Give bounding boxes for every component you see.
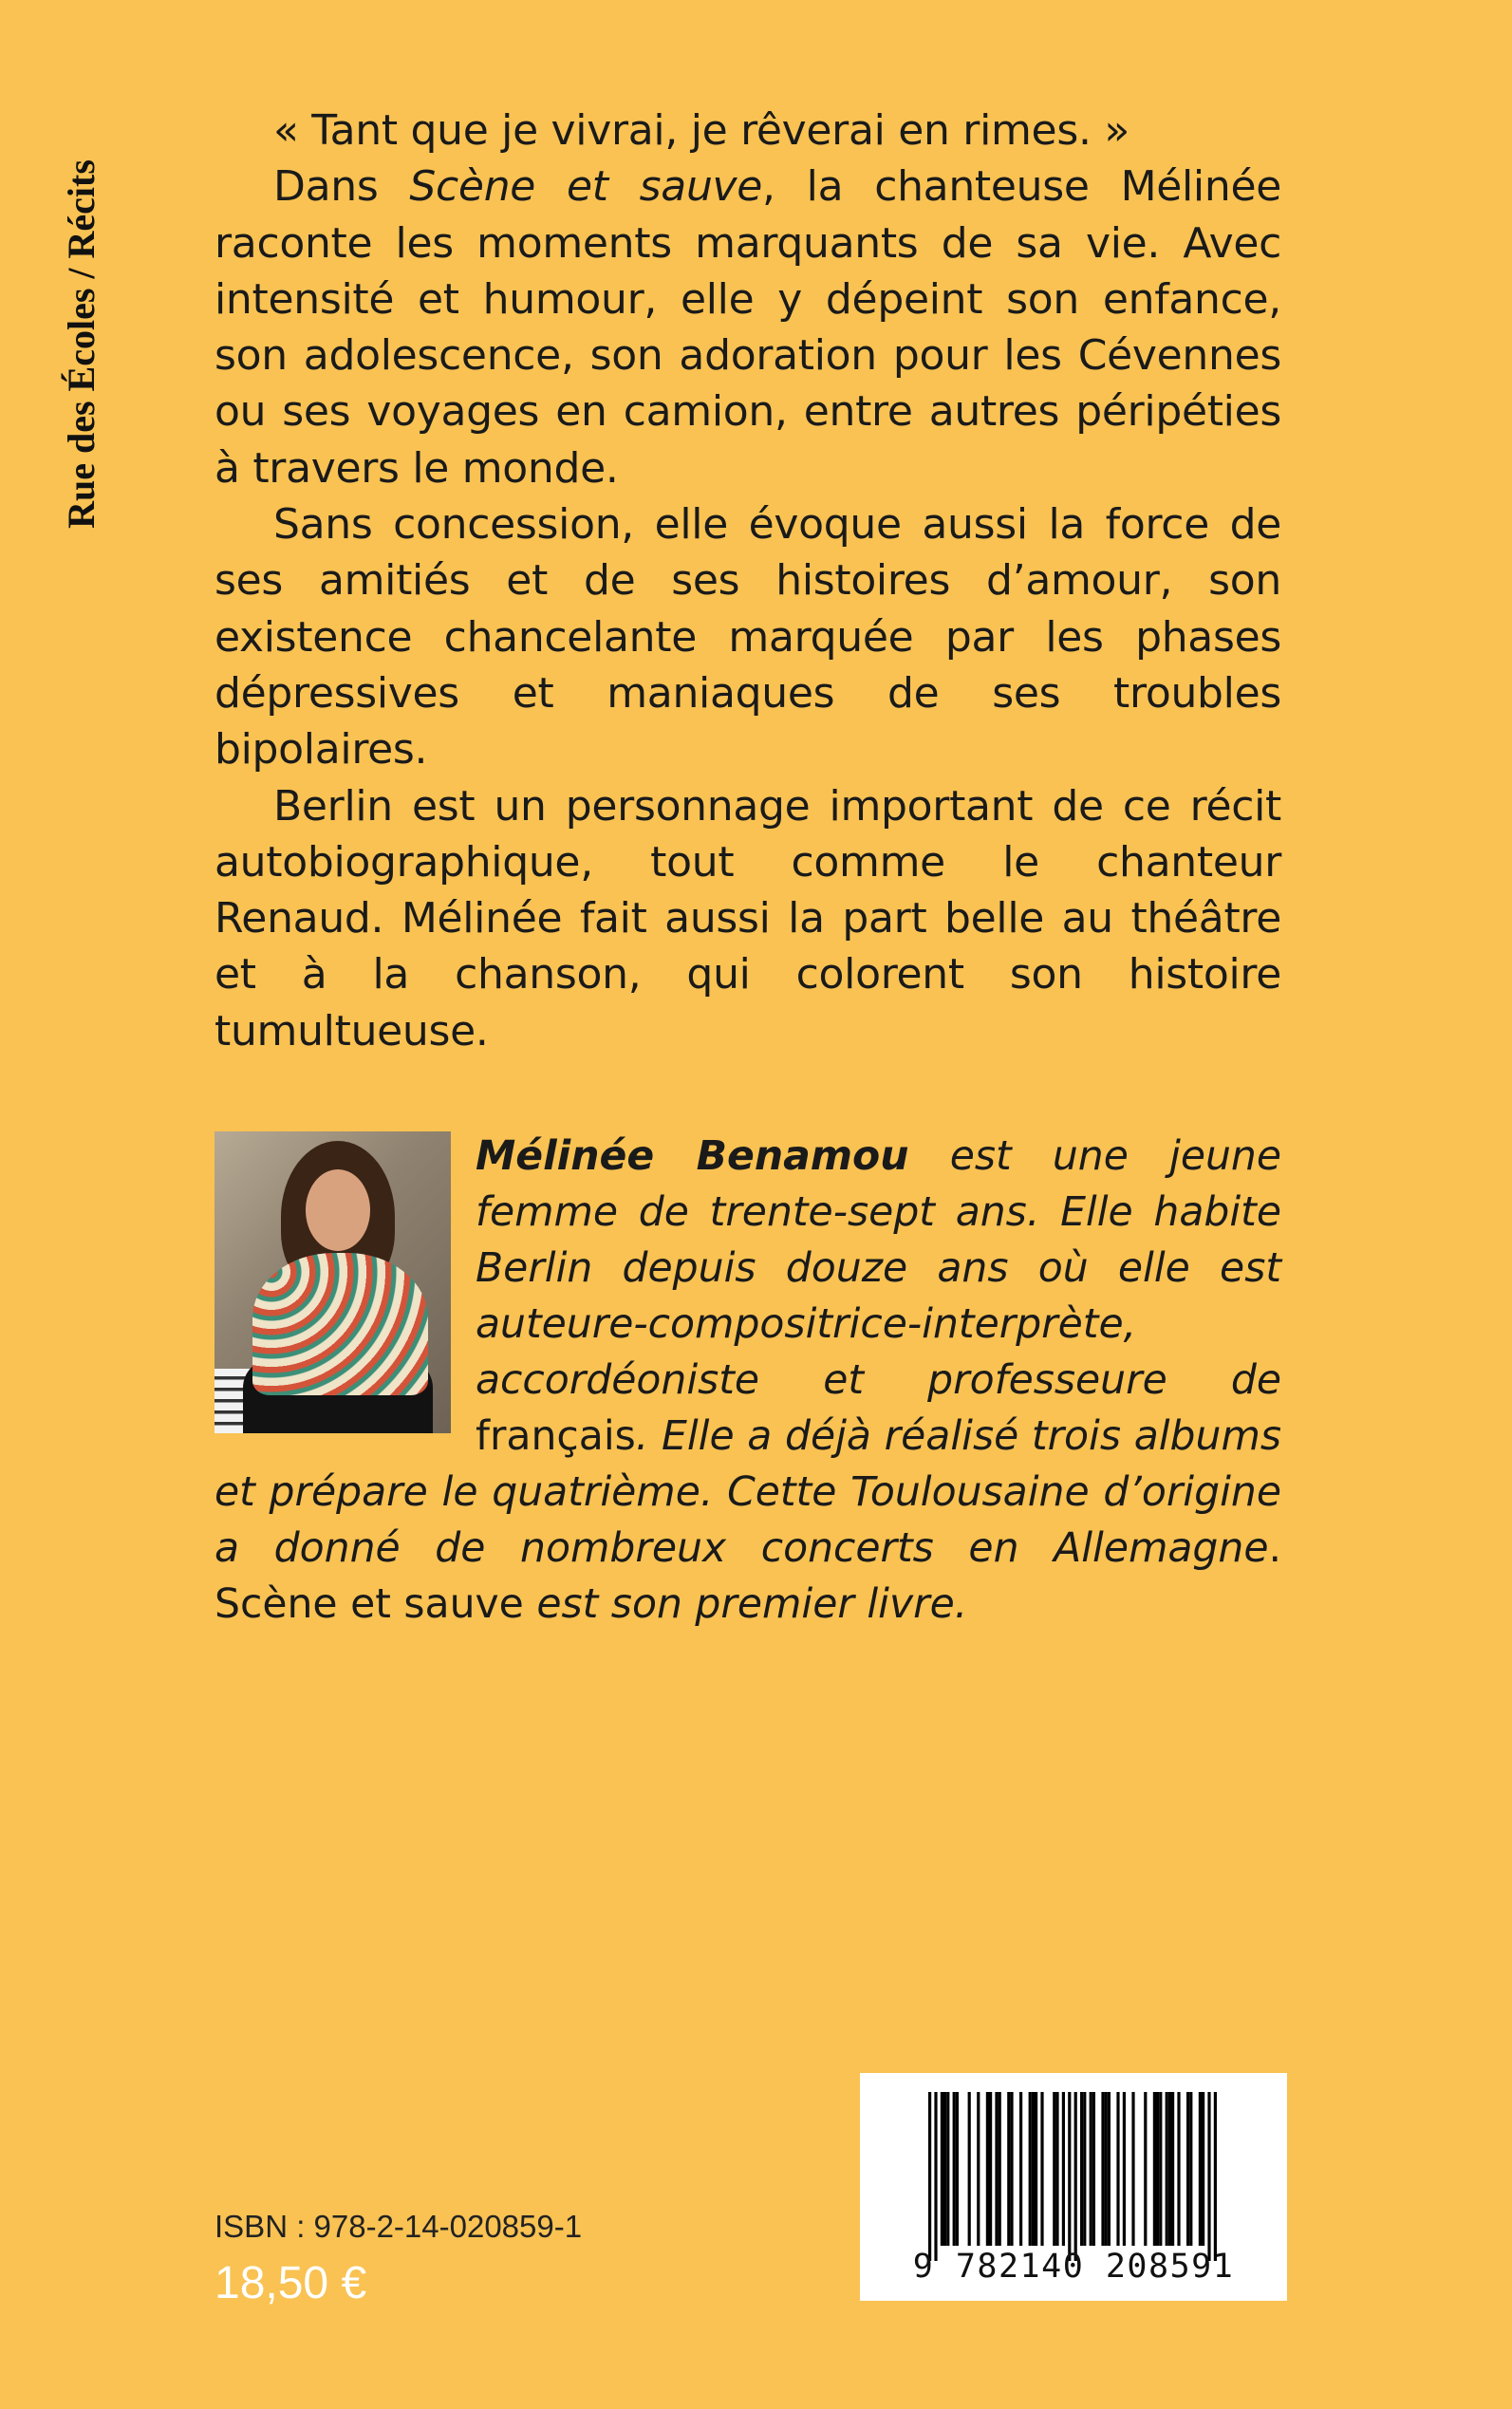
barcode-bar [1123, 2092, 1126, 2246]
barcode-bar [1116, 2092, 1119, 2246]
barcode-bar [953, 2092, 956, 2246]
blurb-paragraph-2: Sans concession, elle évoque aussi la force de ses amitiés et de ses histoires d’amour, son existence chancelante marquée par les phases dépressives et maniaques de ses troubles bipolaires. [215, 500, 1281, 775]
barcode-bar [1029, 2092, 1032, 2246]
barcode-bar [1214, 2092, 1217, 2261]
barcode-bar [1055, 2092, 1058, 2246]
barcode-bar [1108, 2092, 1111, 2246]
barcode-bar [946, 2092, 949, 2246]
blurb-paragraph-1-rest: , la chanteuse Mélinée raconte les moments marquants de sa vie. Avec intensité et humour, elle y dépeint son enfance, son adolescence, son adoration pour les Cévennes ou ses voyages en camion, entre autres péripéties à travers le monde. [215, 162, 1281, 493]
barcode-bar [1032, 2092, 1035, 2246]
price-label: 18,50 € [215, 2258, 367, 2308]
barcode-bar [1092, 2092, 1095, 2246]
spine-collection-label-area [57, 109, 104, 579]
barcode-bar [1189, 2092, 1192, 2246]
barcode-bar [1090, 2092, 1092, 2246]
barcode-bar [928, 2092, 931, 2261]
barcode-bar [1166, 2092, 1168, 2246]
author-photo [215, 1131, 451, 1433]
barcode-bar [934, 2092, 937, 2261]
blurb-paragraph-1 [215, 159, 1281, 496]
barcode-bar [1053, 2092, 1055, 2246]
back-cover-blurb [215, 103, 1281, 1059]
barcode-bar [968, 2092, 971, 2246]
author-bio-part-2: . Elle a déjà réalisé trois albums et prépare le quatrième. Cette Toulousaine d’origine a donné de nombreux concerts en Allemagne [215, 1413, 1281, 1572]
barcode-bar [1019, 2092, 1022, 2246]
barcode-bar [1040, 2092, 1043, 2246]
author-bio-book-title: Scène et sauve [215, 1581, 524, 1628]
author-name: Mélinée Benamou [476, 1133, 909, 1180]
barcode-bar [941, 2092, 943, 2246]
barcode-bar [1007, 2092, 1010, 2246]
barcode-bar [1186, 2092, 1189, 2246]
barcode-bar [1074, 2092, 1077, 2261]
barcode-bar [999, 2092, 1001, 2246]
author-bio-part-1: est une jeune femme de trente-sept ans. Elle habite Berlin depuis douze ans où elle est auteure-compositrice-interprète, accordéoniste et professeure de [476, 1133, 1281, 1404]
barcode-bar [1168, 2092, 1171, 2246]
barcode-bar [1068, 2092, 1071, 2261]
book-title-inline: Scène et sauve [409, 162, 763, 212]
barcode-bar [1202, 2092, 1204, 2246]
barcode-bar [1083, 2092, 1086, 2246]
barcode-digits: 9 782140 208591 [912, 2248, 1235, 2286]
barcode-bar [1171, 2092, 1174, 2246]
spine-collection-label: Rue des Écoles / Récits [59, 159, 103, 529]
barcode-bar [986, 2092, 989, 2246]
barcode-bar [1207, 2092, 1210, 2261]
barcode-bar [1035, 2092, 1037, 2246]
barcode-bar [1153, 2092, 1156, 2246]
barcode-bar [1105, 2092, 1108, 2246]
barcode-bar [1159, 2092, 1162, 2246]
barcode-bar [956, 2092, 959, 2246]
barcode-bar [1062, 2092, 1065, 2246]
barcode-bar [1199, 2092, 1202, 2246]
barcode-bar [1131, 2092, 1134, 2246]
author-bio-francais: français [476, 1413, 636, 1460]
barcode [860, 2073, 1287, 2301]
barcode-bar [989, 2092, 992, 2246]
barcode-bar [1101, 2092, 1104, 2246]
barcode-bar [995, 2092, 998, 2246]
barcode-bar [1177, 2092, 1180, 2246]
epigraph-quote: « Tant que je vivrai, je rêverai en rimes. » [273, 106, 1129, 155]
barcode-bar [1144, 2092, 1147, 2246]
barcode-bar [977, 2092, 980, 2246]
barcode-bar [1080, 2092, 1083, 2246]
blurb-paragraph-3: Berlin est un personnage important de ce récit autobiographique, tout comme le chanteur Renaud. Mélinée fait aussi la part belle au théâtre et à la chanson, qui colorent son histoire tumultueuse. [215, 781, 1281, 1055]
author-section [215, 1129, 1281, 1633]
barcode-bar [943, 2092, 946, 2246]
isbn-label: ISBN : 978-2-14-020859-1 [215, 2209, 583, 2244]
author-bio-end: est son premier livre. [523, 1581, 968, 1628]
barcode-bar [1010, 2092, 1013, 2246]
author-bio-period: . [1268, 1525, 1281, 1572]
barcode-bar [1156, 2092, 1159, 2246]
blurb-paragraph-1-start: Dans [273, 162, 410, 212]
